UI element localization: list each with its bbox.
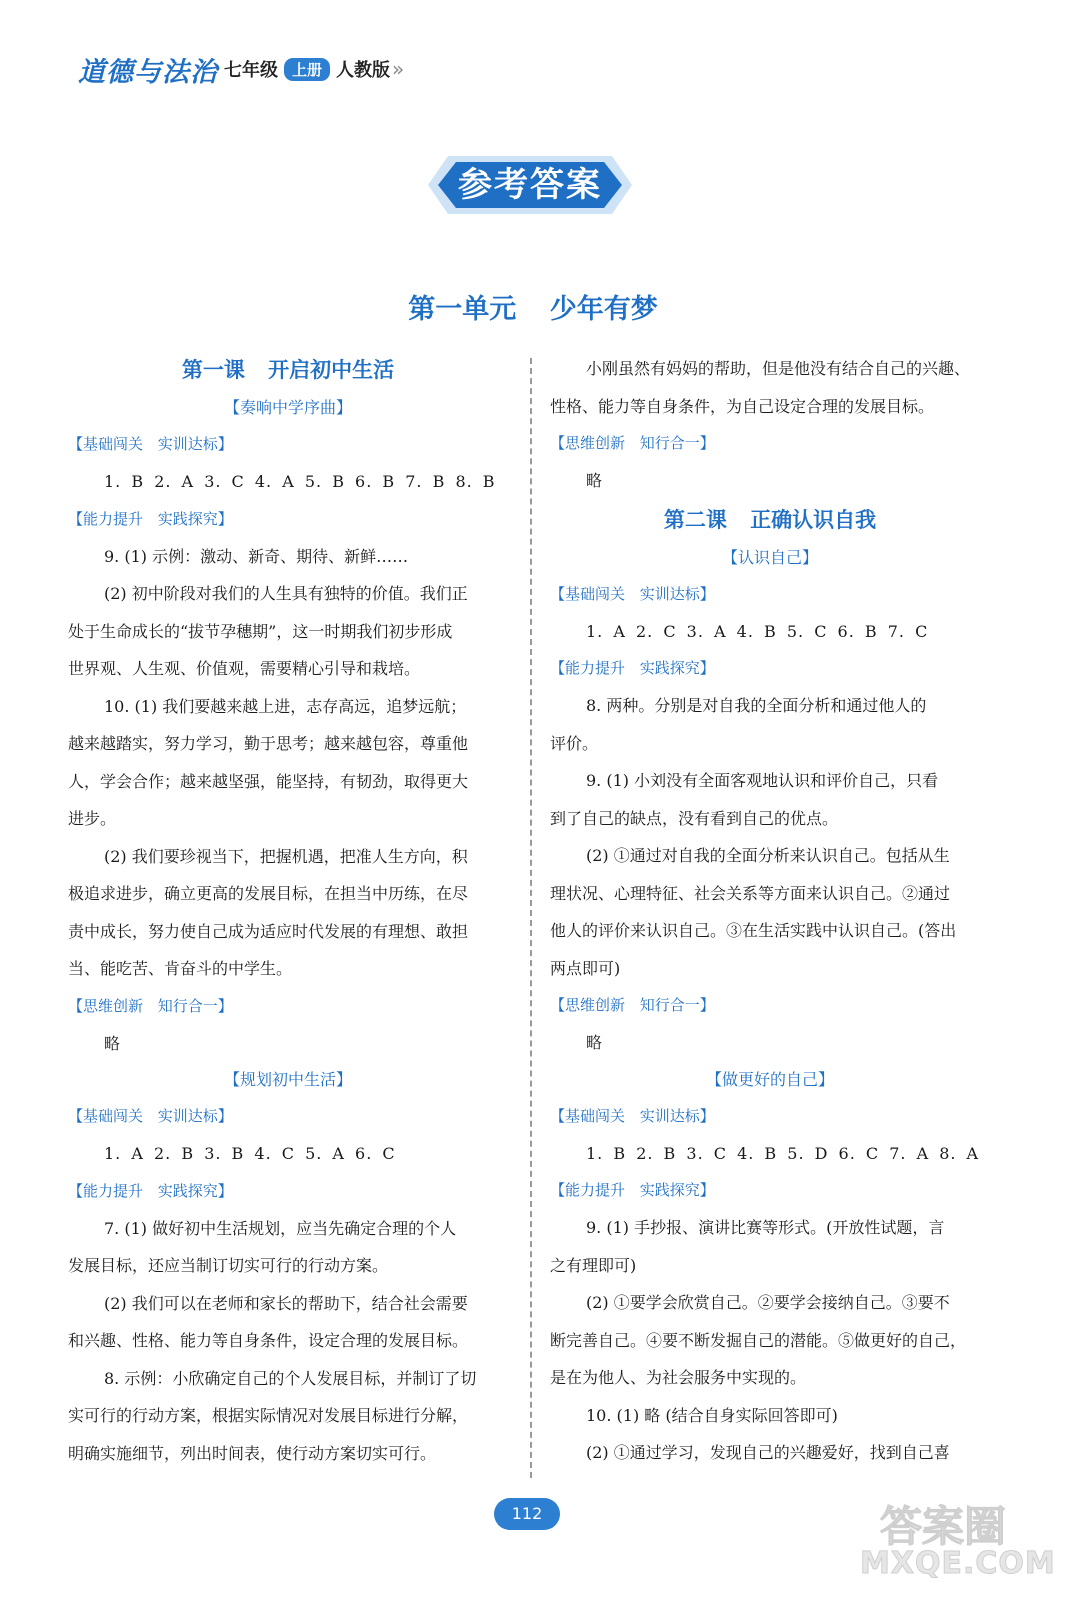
answer-line: (2) ①要学会欣赏自己。②要学会接纳自己。③要不 <box>586 1293 950 1312</box>
answer-line: 略 <box>586 1033 603 1052</box>
answer-line: 两点即可) <box>550 958 621 978</box>
lesson-title: 第二课 正确认识自我 <box>663 507 877 532</box>
answer-line: (2) ①通过学习，发现自己的兴趣爱好，找到自己喜 <box>586 1443 950 1462</box>
answer-line: 明确实施细节，列出时间表，使行动方案切实可行。 <box>68 1443 437 1463</box>
watermark-url: MXQE.COM <box>860 1546 1056 1581</box>
answer-row: 1. A 2. B 3. B 4. C 5. A 6. C <box>104 1144 396 1163</box>
answer-line: 世界观、人生观、价值观，需要精心引导和栽培。 <box>68 659 421 678</box>
answer-line: 处于生命成长的“拔节孕穗期”，这一时期我们初步形成 <box>68 621 453 641</box>
section-label: 【基础闯关 实训达标】 <box>68 435 233 453</box>
answer-line: 发展目标，还应当制订切实可行的行动方案。 <box>68 1256 389 1275</box>
volume-badge: 上册 <box>284 58 330 81</box>
watermark <box>860 1490 1060 1590</box>
answer-line: 实可行的行动方案，根据实际情况对发展目标进行分解， <box>68 1406 469 1425</box>
answer-line: 10. (1) 略 (结合自身实际回答即可) <box>586 1405 838 1425</box>
section-label: 【能力提升 实践探究】 <box>550 659 715 677</box>
grade-label: 七年级 <box>224 60 278 81</box>
section-label: 【能力提升 实践探究】 <box>68 1181 233 1200</box>
section-label: 【思维创新 知行合一】 <box>550 996 715 1014</box>
page-number: 112 <box>494 1498 560 1530</box>
section-label: 【能力提升 实践探究】 <box>68 509 233 528</box>
right-column <box>550 350 990 1472</box>
answer-line: 8. 示例：小欣确定自己的个人发展目标，并制订了切 <box>104 1368 477 1388</box>
edition-label: 人教版 <box>336 60 391 81</box>
answer-line: 是在为他人、为社会服务中实现的。 <box>550 1368 807 1387</box>
section-label: 【思维创新 知行合一】 <box>68 996 233 1015</box>
answer-line: 理状况、心理特征、社会关系等方面来认识自己。②通过 <box>550 883 951 903</box>
subsection-title: 【认识自己】 <box>721 547 818 567</box>
answer-line: 极追求进步，确立更高的发展目标，在担当中历练，在尽 <box>68 884 469 903</box>
answer-line: (2) ①通过对自我的全面分析来认识自己。包括从生 <box>586 846 950 865</box>
answer-row: 1. A 2. C 3. A 4. B 5. C 6. B 7. C <box>586 621 929 641</box>
page-header <box>78 52 404 86</box>
answer-line: 7. (1) 做好初中生活规划，应当先确定合理的个人 <box>104 1218 457 1238</box>
section-label: 【基础闯关 实训达标】 <box>550 584 715 603</box>
unit-title: 第一单元 少年有梦 <box>408 294 658 325</box>
answers-banner <box>426 152 634 218</box>
subsection-title: 【规划初中生活】 <box>223 1070 352 1089</box>
left-column <box>68 350 508 1472</box>
answer-line: (2) 我们可以在老师和家长的帮助下，结合社会需要 <box>104 1293 468 1313</box>
answer-line: 9. (1) 手抄报、演讲比赛等形式。(开放性试题，言 <box>586 1218 945 1237</box>
answer-line: (2) 我们要珍视当下，把握机遇，把准人生方向，积 <box>104 846 468 866</box>
answer-row: 1. B 2. A 3. C 4. A 5. B 6. B 7. B 8. B <box>104 472 496 491</box>
subsection-title: 【做更好的自己】 <box>705 1069 834 1089</box>
answer-line: 9. (1) 示例：激动、新奇、期待、新鲜…… <box>104 546 409 566</box>
answer-line: 他人的评价来认识自己。③在生活实践中认识自己。(答出 <box>550 921 957 940</box>
column-divider <box>530 358 532 1478</box>
banner-title: 参考答案 <box>458 165 602 205</box>
answer-line: 进步。 <box>68 809 117 828</box>
section-label: 【能力提升 实践探究】 <box>550 1181 715 1199</box>
answer-line: 性格、能力等自身条件，为自己设定合理的发展目标。 <box>550 396 935 416</box>
answer-line: 略 <box>104 1033 121 1053</box>
section-label: 【思维创新 知行合一】 <box>550 434 715 452</box>
answer-line: 责中成长，努力使自己成为适应时代发展的有理想、敢担 <box>68 921 469 941</box>
chevron-right-icon: » <box>392 57 405 81</box>
section-label: 【基础闯关 实训达标】 <box>550 1106 715 1125</box>
lesson-title: 第一课 开启初中生活 <box>181 358 395 382</box>
book-title: 道德与法治 <box>78 56 218 88</box>
answer-line: 之有理即可) <box>550 1255 637 1275</box>
answer-line: 当、能吃苦、肯奋斗的中学生。 <box>68 959 293 978</box>
subsection-title: 【奏响中学序曲】 <box>223 398 352 417</box>
answer-line: 到了自己的缺点，没有看到自己的优点。 <box>550 808 839 828</box>
answer-line: 略 <box>586 471 603 490</box>
answer-line: 人，学会合作；越来越坚强，能坚持，有韧劲，取得更大 <box>68 771 469 791</box>
answer-line: 10. (1) 我们要越来越上进，志存高远，追梦远航； <box>104 696 467 716</box>
answer-line: 小刚虽然有妈妈的帮助，但是他没有结合自己的兴趣、 <box>586 359 971 378</box>
answer-line: 和兴趣、性格、能力等自身条件，设定合理的发展目标。 <box>68 1331 469 1350</box>
watermark-logo: 答案圈 <box>880 1502 1007 1551</box>
answer-line: 越来越踏实，努力学习，勤于思考；越来越包容，尊重他 <box>68 734 469 753</box>
section-label: 【基础闯关 实训达标】 <box>68 1107 233 1125</box>
answer-line: 评价。 <box>550 733 599 753</box>
answer-row: 1. B 2. B 3. C 4. B 5. D 6. C 7. A 8. A <box>586 1143 980 1163</box>
answer-line: 9. (1) 小刘没有全面客观地认识和评价自己，只看 <box>586 771 939 790</box>
answer-line: 断完善自己。④要不断发掘自己的潜能。⑤做更好的自己， <box>550 1330 967 1350</box>
answer-line: (2) 初中阶段对我们的人生具有独特的价值。我们正 <box>104 584 468 603</box>
answer-line: 8. 两种。分别是对自我的全面分析和通过他人的 <box>586 696 927 715</box>
